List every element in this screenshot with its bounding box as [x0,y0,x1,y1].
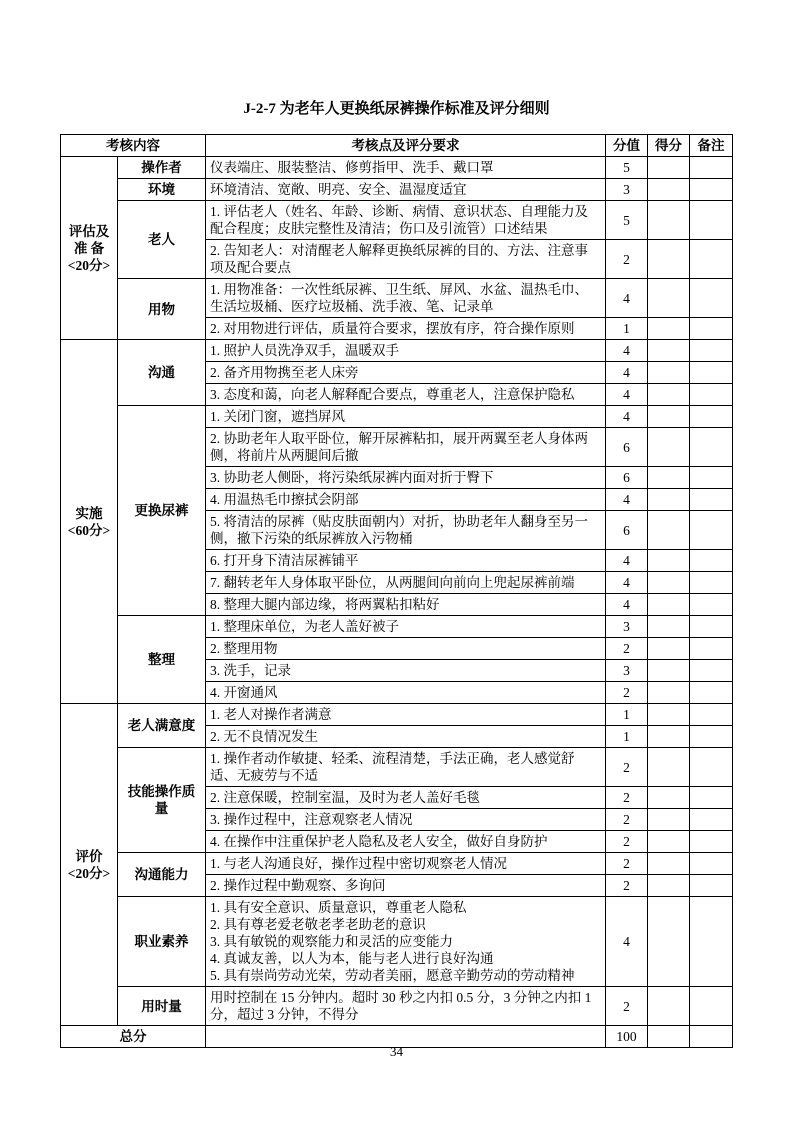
requirement-cell [206,406,606,428]
earned-cell [648,240,690,279]
group-cell [61,157,118,340]
requirement-text: 1. 老人对操作者满意 [210,707,332,722]
requirement-cell [206,726,606,748]
table-row [61,279,733,318]
table-row [61,748,733,787]
earned-cell [648,201,690,240]
score-cell: 2 [606,682,648,704]
group-cell [61,704,118,1026]
requirement-text: 1. 整理床单位，为老人盖好被子 [210,619,399,634]
requirement-cell [206,787,606,809]
remarks-cell [690,572,733,594]
requirement-cell [206,157,606,179]
score-cell: 4 [606,279,648,318]
category-cell: 环境 [118,179,206,201]
score-cell: 2 [606,831,648,853]
category-cell: 技能操作质量 [118,748,206,853]
remarks-cell [690,726,733,748]
score-cell: 3 [606,660,648,682]
score-cell: 2 [606,748,648,787]
score-cell: 4 [606,362,648,384]
remarks-cell [690,489,733,511]
remarks-cell [690,748,733,787]
requirement-text: 3. 操作过程中，注意观察老人情况 [210,812,413,827]
requirement-text: 4. 用温热毛巾擦拭会阴部 [210,492,359,507]
requirement-text: 6. 打开身下清洁尿裤铺平 [210,553,359,568]
requirement-text: 3. 具有敏锐的观察能力和灵活的应变能力 [210,934,453,949]
score-cell: 2 [606,638,648,660]
earned-cell [648,406,690,428]
remarks-cell [690,201,733,240]
total-label: 总分 [61,1026,206,1048]
remarks-cell [690,157,733,179]
requirement-cell [206,362,606,384]
remarks-cell [690,787,733,809]
requirement-text: 仪表端庄、服装整洁、修剪指甲、洗手、戴口罩 [210,160,494,175]
earned-cell [648,362,690,384]
requirement-text: 5. 具有崇尚劳动光荣，劳动者美丽，愿意辛勤劳动的劳动精神 [210,968,575,983]
remarks-cell [690,406,733,428]
requirement-text: 4. 开窗通风 [210,685,278,700]
requirement-cell [206,853,606,875]
earned-cell [648,384,690,406]
requirement-text: 1. 照护人员洗净双手，温暖双手 [210,343,399,358]
requirement-cell [206,318,606,340]
requirement-cell [206,201,606,240]
earned-cell [648,660,690,682]
requirement-text: 1. 用物准备：一次性纸尿裤、卫生纸、屏风、水盆、温热毛巾、生活垃圾桶、医疗垃圾桶、洗手液、笔、记录单 [210,282,588,314]
requirement-cell [206,809,606,831]
score-cell: 4 [606,340,648,362]
remarks-cell [690,550,733,572]
score-cell: 2 [606,240,648,279]
requirement-cell [206,704,606,726]
group-label-line: 准 备 [73,240,105,256]
remarks-cell [690,897,733,987]
remarks-cell [690,362,733,384]
requirement-text: 2. 操作过程中勤观察、多询问 [210,878,386,893]
header-content: 考核内容 [61,135,206,157]
requirement-text: 2. 整理用物 [210,641,278,656]
group-label-line: 评价 [75,848,103,864]
remarks-cell [690,660,733,682]
requirement-cell [206,384,606,406]
table-row [61,853,733,875]
score-cell: 2 [606,809,648,831]
earned-cell [648,179,690,201]
requirement-text: 4. 在操作中注重保护老人隐私及老人安全，做好自身防护 [210,834,548,849]
score-cell: 2 [606,787,648,809]
remarks-cell [690,616,733,638]
requirement-cell [206,428,606,467]
header-score: 分值 [606,135,648,157]
requirement-text: 2. 告知老人：对清醒老人解释更换纸尿裤的目的、方法、注意事项及配合要点 [210,243,588,275]
requirement-cell [206,511,606,550]
score-cell: 6 [606,467,648,489]
page-number: 34 [390,1044,403,1059]
table-header-row [61,135,733,157]
score-cell: 4 [606,594,648,616]
table-row [61,179,733,201]
earned-cell [648,489,690,511]
header-requirements: 考核点及评分要求 [206,135,606,157]
remarks-cell [690,638,733,660]
score-cell: 2 [606,987,648,1026]
requirement-cell [206,340,606,362]
earned-cell [648,467,690,489]
group-label-line: <20分> [67,865,111,881]
remarks-cell [690,682,733,704]
score-cell: 2 [606,875,648,897]
requirement-text: 1. 与老人沟通良好，操作过程中密切观察老人情况 [210,856,507,871]
category-cell: 用时量 [118,987,206,1026]
category-cell: 用物 [118,279,206,340]
score-cell: 1 [606,726,648,748]
requirement-text: 8. 整理大腿内部边缘，将两翼粘扣粘好 [210,597,440,612]
earned-cell [648,897,690,987]
requirement-cell [206,489,606,511]
earned-cell [648,787,690,809]
header-remarks: 备注 [690,135,733,157]
remarks-cell [690,179,733,201]
score-cell: 5 [606,157,648,179]
category-cell: 整理 [118,616,206,704]
earned-cell [648,682,690,704]
requirement-cell [206,550,606,572]
requirement-cell [206,748,606,787]
requirement-text: 1. 具有安全意识、质量意识，尊重老人隐私 [210,900,467,915]
score-cell: 4 [606,489,648,511]
requirement-cell [206,240,606,279]
earned-cell [648,594,690,616]
score-cell: 6 [606,511,648,550]
group-label-line: <20分> [67,257,111,273]
earned-cell [648,809,690,831]
group-cell [61,340,118,704]
category-cell: 职业素养 [118,897,206,987]
score-cell: 3 [606,179,648,201]
requirement-cell [206,660,606,682]
group-label-line: 评估及 [68,223,110,239]
score-cell: 1 [606,318,648,340]
requirement-text: 2. 无不良情况发生 [210,729,318,744]
total-score: 100 [606,1026,648,1048]
requirement-text: 2. 协助老年人取平卧位，解开尿裤粘扣，展开两翼至老人身体两侧，将前片从两腿间后撤 [210,431,588,463]
remarks-cell [690,279,733,318]
remarks-cell [690,340,733,362]
requirement-cell [206,572,606,594]
score-cell: 1 [606,704,648,726]
earned-cell [648,831,690,853]
requirement-text: 1. 评估老人（姓名、年龄、诊断、病情、意识状态、自理能力及配合程度；皮肤完整性及清洁；伤口及引流管）口述结果 [210,204,588,236]
earned-cell [648,511,690,550]
requirement-cell [206,831,606,853]
remarks-cell [690,987,733,1026]
category-cell: 老人满意度 [118,704,206,748]
category-cell: 更换尿裤 [118,406,206,616]
score-cell: 4 [606,550,648,572]
remarks-cell [690,831,733,853]
earned-cell [648,987,690,1026]
category-cell: 操作者 [118,157,206,179]
remarks-cell [690,384,733,406]
remarks-cell [690,809,733,831]
earned-cell [648,572,690,594]
earned-cell [648,157,690,179]
requirement-cell [206,987,606,1026]
remarks-cell [690,704,733,726]
requirement-cell [206,682,606,704]
requirement-cell [206,897,606,987]
requirement-text: 用时控制在 15 分钟内。超时 30 秒之内扣 0.5 分，3 分钟之内扣 1 分，超过 3 分钟，不得分 [210,990,592,1022]
earned-cell [648,279,690,318]
remarks-cell [690,875,733,897]
category-cell: 沟通 [118,340,206,406]
requirement-text: 4. 真诚友善，以人为本，能与老人进行良好沟通 [210,951,494,966]
score-cell: 4 [606,897,648,987]
score-cell: 6 [606,428,648,467]
score-cell: 5 [606,201,648,240]
requirement-text: 7. 翻转老年人身体取平卧位，从两腿间向前向上兜起尿裤前端 [210,575,575,590]
requirement-cell [206,875,606,897]
earned-cell [648,318,690,340]
earned-cell [648,638,690,660]
table-row [61,704,733,726]
requirement-cell [206,179,606,201]
earned-cell [648,704,690,726]
remarks-cell [690,240,733,279]
rubric-table [60,134,733,1048]
score-cell: 2 [606,853,648,875]
remarks-cell [690,428,733,467]
table-row [61,987,733,1026]
earned-cell [648,550,690,572]
requirement-text: 1. 操作者动作敏捷、轻柔、流程清楚，手法正确，老人感觉舒适、无疲劳与不适 [210,751,575,783]
requirement-text: 3. 态度和蔼，向老人解释配合要点，尊重老人，注意保护隐私 [210,387,575,402]
category-cell: 沟通能力 [118,853,206,897]
table-row [61,406,733,428]
earned-cell [648,616,690,638]
table-row [61,340,733,362]
requirement-text: 3. 洗手，记录 [210,663,291,678]
requirement-text: 2. 备齐用物携至老人床旁 [210,365,359,380]
requirement-text: 环境清洁、宽敞、明亮、安全、温湿度适宜 [210,182,467,197]
rubric-table-body [61,157,733,1026]
earned-cell [648,340,690,362]
requirement-text: 3. 协助老人侧卧，将污染纸尿裤内面对折于臀下 [210,470,494,485]
header-earned: 得分 [648,135,690,157]
earned-cell [648,875,690,897]
category-cell: 老人 [118,201,206,279]
requirement-cell [206,616,606,638]
remarks-cell [690,853,733,875]
requirement-cell [206,594,606,616]
group-label-line: <60分> [67,522,111,538]
requirement-text: 1. 关闭门窗，遮挡屏风 [210,409,345,424]
remarks-cell [690,511,733,550]
table-row [61,157,733,179]
table-row [61,897,733,987]
remarks-cell [690,318,733,340]
score-cell: 3 [606,616,648,638]
requirement-text: 2. 具有尊老爱老敬老孝老助老的意识 [210,917,426,932]
score-cell: 4 [606,572,648,594]
remarks-cell [690,467,733,489]
requirement-text: 5. 将清洁的尿裤（贴皮肤面朝内）对折，协助老年人翻身至另一侧，撤下污染的纸尿裤放入污物桶 [210,514,588,546]
requirement-text: 2. 对用物进行评估，质量符合要求，摆放有序，符合操作原则 [210,321,575,336]
remarks-cell [690,594,733,616]
requirement-cell [206,467,606,489]
group-label-line: 实施 [75,505,103,521]
score-cell: 4 [606,384,648,406]
table-row [61,201,733,240]
requirement-text: 2. 注意保暖，控制室温，及时为老人盖好毛毯 [210,790,480,805]
earned-cell [648,428,690,467]
requirement-cell [206,279,606,318]
score-cell: 4 [606,406,648,428]
earned-cell [648,853,690,875]
page-title: J-2-7 为老年人更换纸尿裤操作标准及评分细则 [243,101,550,117]
earned-cell [648,748,690,787]
earned-cell [648,726,690,748]
requirement-cell [206,638,606,660]
table-row [61,616,733,638]
